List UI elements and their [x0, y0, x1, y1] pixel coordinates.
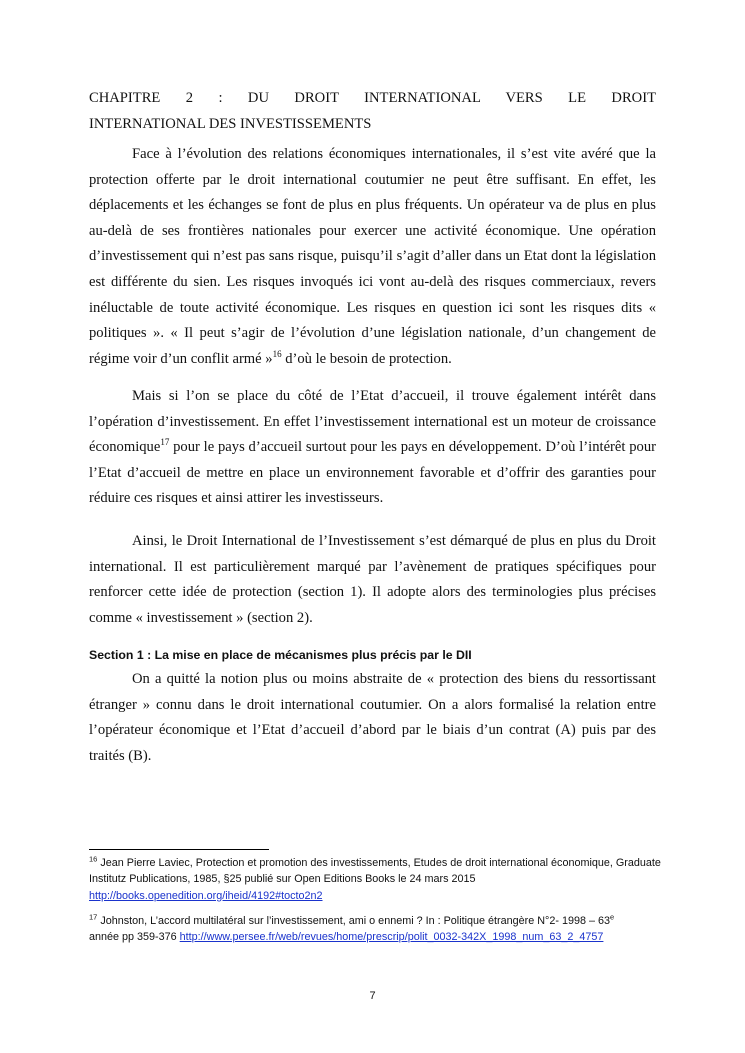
chapter-title-line-2: INTERNATIONAL DES INVESTISSEMENTS	[89, 115, 372, 132]
paragraph-2	[89, 384, 656, 512]
footnote-16-number: 16	[89, 854, 98, 864]
paragraph-1-text-end: d’où le besoin de protection.	[281, 350, 452, 367]
footnote-16-text: Jean Pierre Laviec, Protection et promotion des investissements, Etudes de droit international économique, Graduate Institutz Publications, 1985, §25 publié sur Open Editions Books le 24 mars 2015	[89, 857, 661, 886]
paragraph-1-text: Face à l’évolution des relations économiques internationales, il s’est vite avéré que la protection offerte par le droit international coutumier ne peut être suffisant. En effet, les déplacements et les échanges se font de plus en plus fréquents. Un opérateur va de plus en plus au-delà de ses frontières nationales pour exercer une activité économique. Une opération d’investissement qui n’est pas sans risque, puisqu’il s’agit d’aller dans un Etat dont la législation est différente du sien. Les risques invoqués ici vont au-delà des risques commerciaux, revers inéluctable de toute activité économique. Les risques en question ici sont les risques dits « politiques ». « Il peut s’agir de l’évolution d’une législation nationale, d’un changement de régime voir d’un conflit armé »	[89, 146, 656, 367]
footnote-16	[89, 855, 669, 904]
paragraph-3: Ainsi, le Droit International de l’Investissement s’est démarqué de plus en plus du Droit international. Il est particulièrement marqué par l’avènement de pratiques spécifiques pour renforcer cette idée de protection (section 1). Il adopte alors des terminologies plus précises comme « investissement » (section 2).	[89, 533, 656, 626]
section-heading: Section 1 : La mise en place de mécanismes plus précis par le DII	[89, 648, 472, 662]
paragraph-2-text: Mais si l’on se place du côté de l’Etat d’accueil, il trouve également intérêt dans l’opération d’investissement. En effet l’investissement international est un moteur de croissance économique	[89, 388, 656, 456]
paragraph-2-text-end: pour le pays d’accueil surtout pour les pays en développement. D’où l’intérêt pour l’Etat d’accueil de mettre en place un environnement favorable et d’offrir des garanties pour réduire ces risques et ainsi attirer les investisseurs.	[89, 439, 656, 507]
paragraph-1	[89, 142, 656, 372]
footnote-16-link[interactable]: http://books.openedition.org/iheid/4192#tocto2n2	[89, 889, 323, 902]
footnote-17-superscript: e	[610, 912, 615, 922]
footnote-17-pages: année pp 359-376	[89, 931, 180, 944]
footnote-ref-17[interactable]: 17	[160, 437, 170, 448]
footnote-17-link[interactable]: http://www.persee.fr/web/revues/home/prescrip/polit_0032-342X_1998_num_63_2_4757	[179, 931, 604, 944]
footnote-17-text: Johnston, L’accord multilatéral sur l’investissement, ami o ennemi ? In : Politique étrangère N°2- 1998 – 63	[97, 915, 610, 927]
footnote-17	[89, 913, 669, 946]
footnote-divider	[89, 849, 269, 850]
page-number: 7	[369, 990, 376, 1002]
footnote-17-number: 17	[89, 912, 98, 922]
chapter-title-line-1: CHAPITRE 2 : DU DROIT INTERNATIONAL VERS LE DROIT	[89, 90, 656, 106]
paragraph-4: On a quitté la notion plus ou moins abstraite de « protection des biens du ressortissant étranger » connu dans le droit international coutumier. On a alors formalisé la relation entre l’opérateur économique et l’Etat d’accueil d’abord par le biais d’un contrat (A) puis par des traités (B).	[89, 671, 656, 764]
chapter-title	[89, 86, 656, 137]
footnote-ref-16[interactable]: 16	[272, 348, 282, 359]
